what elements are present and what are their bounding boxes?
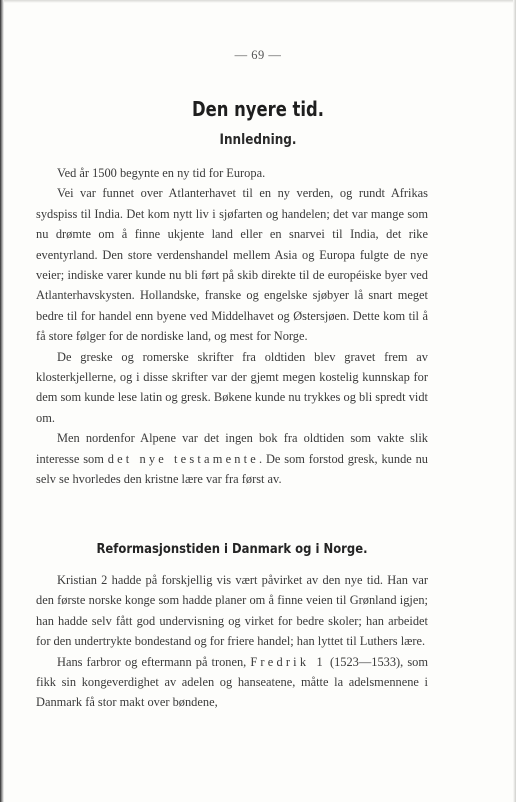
chapter-subtitle: Innledning. [219,132,297,148]
paragraph-section-2-start: Hans farbror og eftermann på tronen, [57,654,251,669]
section-text [36,570,428,713]
paragraph-intro-3: De greske og romerske skrifter fra oldtiden blev gravet frem av klosterkjellerne, og i disse skrifter var der gjemt megen kostelig kunnskap for dem som kunde lese latin og gresk. Bøkene kunde nu trykkes og bli spredt vidt om. [36,349,428,425]
chapter-title: Den nyere tid. [192,97,324,121]
paragraph-intro-4 [36,428,428,489]
paragraph-section-1: Kristian 2 hadde på forskjellig vis vært påvirket av den nye tid. Han var den første norske konge som hadde planer om å finne veien til Grønland igjen; han hadde selv fått god undervisning og virket for bedre skoler; han arbeidet for den undertrykte bondestand og for friere handel; han lyttet til Luthers lære. [36,573,428,649]
page-number: — 69 — [234,48,282,62]
paragraph-section-2 [36,652,428,713]
paragraph-intro-4-end: . De som forstod gresk, kunde nu selv se hvorledes den kristne lære var fra først av. [36,451,429,487]
paragraph-intro-1: Ved år 1500 begynte en ny tid for Europa. [57,166,266,180]
paragraph-section-2-end: (1523—1533), som fikk sin kongeverdighet av adelen og hanseatene, måtte la adelsmennene i Danmark få stor makt over bøndene, [36,654,428,710]
intro-text [36,163,428,490]
emphasis-new-testament: det nye testamente [107,451,260,466]
section-title: Reformasjonstiden i Danmark og i Norge. [96,542,368,557]
paragraph-intro-2: Vei var funnet over Atlanterhavet til en ny verden, og rundt Afrikas sydspiss til India. Det kom nytt liv i sjøfarten og handelen; det var mange som nu drømte om å finne ukjente land eller en snarvei til India, det rike eventyrland. Den store verdenshandel mellem Asia og Europa fulgte de nye veier; indiske varer kunde nu bli ført på skib direkte til de européiske byer ved Atlanterhavskysten. Hollandske, franske og engelske sjøbyer lå snart meget bedre til for handel enn byene ved Middelhavet og Østersjøen. Dette kom til å få store følger for de nordiske land, og mest for Norge. [36,186,428,344]
page-binding-edge [0,0,4,802]
page-top-edge [0,0,516,3]
paragraph-intro-4-start: Men nordenfor Alpene var det ingen bok fra oldtiden som vakte slik interesse som [36,431,428,466]
emphasis-fredrik: Fredrik 1 [250,654,326,669]
